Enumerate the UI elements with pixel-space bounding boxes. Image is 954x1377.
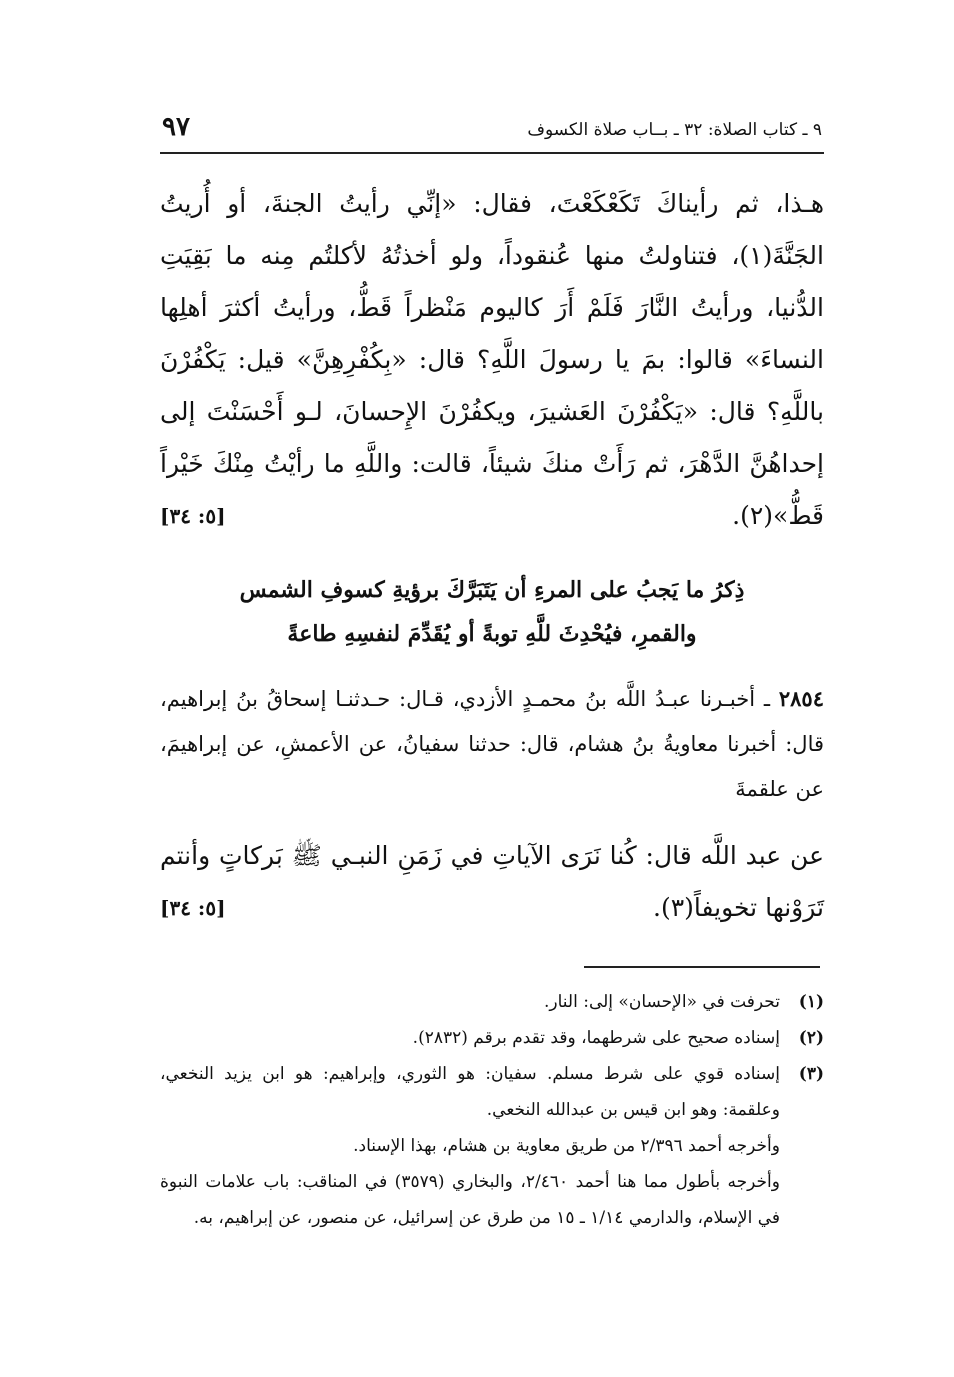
hadith-number: ٢٨٥٤	[778, 686, 824, 711]
footnote-number: (١)	[798, 992, 824, 1012]
footnote-number: (٣)	[798, 1064, 824, 1084]
hadith-matn: عن عبد اللَّه قال: كُنا نَرَى الآياتِ في زَمَنِ النبـي ﷺ بَركاتٍ وأنتم تَرَوْنها تخويفاً(٣).	[160, 841, 824, 922]
footnote-text: إسناده قوي على شرط مسلم. سفيان: هو الثوري، وإبراهيم: هو ابن يزيد النخعي، وعلقمة: وهو ابن قيس بن عبدالله النخعي.	[160, 1064, 780, 1120]
footnote	[160, 1020, 824, 1056]
footnote-text: إسناده صحيح على شرطهما، وقد تقدم برقم (٢٨٣٢).	[412, 1028, 780, 1048]
chapter-title: ٩ ـ كتاب الصلاة: ٣٢ ـ بــاب صلاة الكسوف	[527, 120, 822, 140]
hadith-text-block	[160, 830, 824, 934]
running-header	[160, 112, 824, 148]
footnote	[160, 984, 824, 1020]
footnote-continuation: وأخرجه بأطول مما هنا أحمد ٢/٤٦٠، والبخاري (٣٥٧٩) في المناقب: باب علامات النبوة في الإسلام، والدارمي ١/١٤ ـ ١٥ من طرق عن إسرائيل، عن منصور، عن إبراهيم، به.	[160, 1172, 780, 1228]
footnote-text: تحرفت في «الإحسان» إلى: النار.	[544, 992, 780, 1012]
header-divider	[160, 152, 824, 154]
footnote-divider	[584, 966, 820, 968]
hadith-reference-marker: [٥: ٣٤]	[160, 896, 226, 920]
main-text-block	[160, 178, 824, 542]
main-text: هـذا، ثم رأيناكَ تَكَعْكَعْتَ، فقال: «إنِّي رأيتُ الجنةَ، أو أُريتُ الجَنَّةَ(١)، فتناولتُ منها عُنقوداً، ولو أخذتُهُ لأكلتُم مِنه ما بَقِيَتِ الدُّنيا، ورأيتُ النَّارَ فَلَمْ أَرَ كاليوم مَنْظراً قَطُّ، ورأيتُ أكثرَ أهلِها النساءَ» قالوا: بمَ يا رسولَ اللَّهِ؟ قال: «بِكُفْرِهِنَّ» قيل: يَكْفُرْنَ باللَّهِ؟ قال: «يَكْفُرْنَ العَشيرَ، ويكفُرْنَ الإِحسانَ، لـو أَحْسَنْتَ إلى إحداهُنَّ الدَّهْرَ، ثم رَأَتْ منكَ شيئاً، قالت: واللَّهِ ما رأيْتُ مِنْكَ خَيْراً قَطُّ»(٢).	[160, 189, 824, 530]
footnote	[160, 1056, 824, 1128]
section-heading	[160, 568, 824, 656]
hadith-isnad: ـ أخبـرنا عبـدُ اللَّه بنُ محمـدٍ الأزدي، قـال: حـدثنـا إسحاقُ بنُ إبراهيم، قال: أخبرنا معاويةُ بنُ هشام، قال: حدثنا سفيانُ، عن الأعمشِ، عن إبراهيمَ، عن علقمةَ	[160, 687, 825, 801]
page-number: ٩٧	[162, 112, 190, 142]
heading-line-1: ذِكرُ ما يَجبُ على المرءِ أن يَتَبَرَّكَ برؤيةِ كسوفِ الشمس	[239, 577, 745, 603]
heading-line-2: والقمرِ، فيُحْدِثَ للَّهِ توبةً أو يُقَدِّمَ لنفسِهِ طاعةً	[287, 621, 697, 647]
reference-marker: [٥: ٣٤]	[160, 504, 226, 528]
footnote-continuation: وأخرجه أحمد ٢/٣٩٦ من طريق معاوية بن هشام، بهذا الإسناد.	[353, 1136, 780, 1156]
footnotes	[160, 984, 824, 1236]
footnote-number: (٢)	[798, 1028, 824, 1048]
hadith-chain	[160, 676, 824, 812]
